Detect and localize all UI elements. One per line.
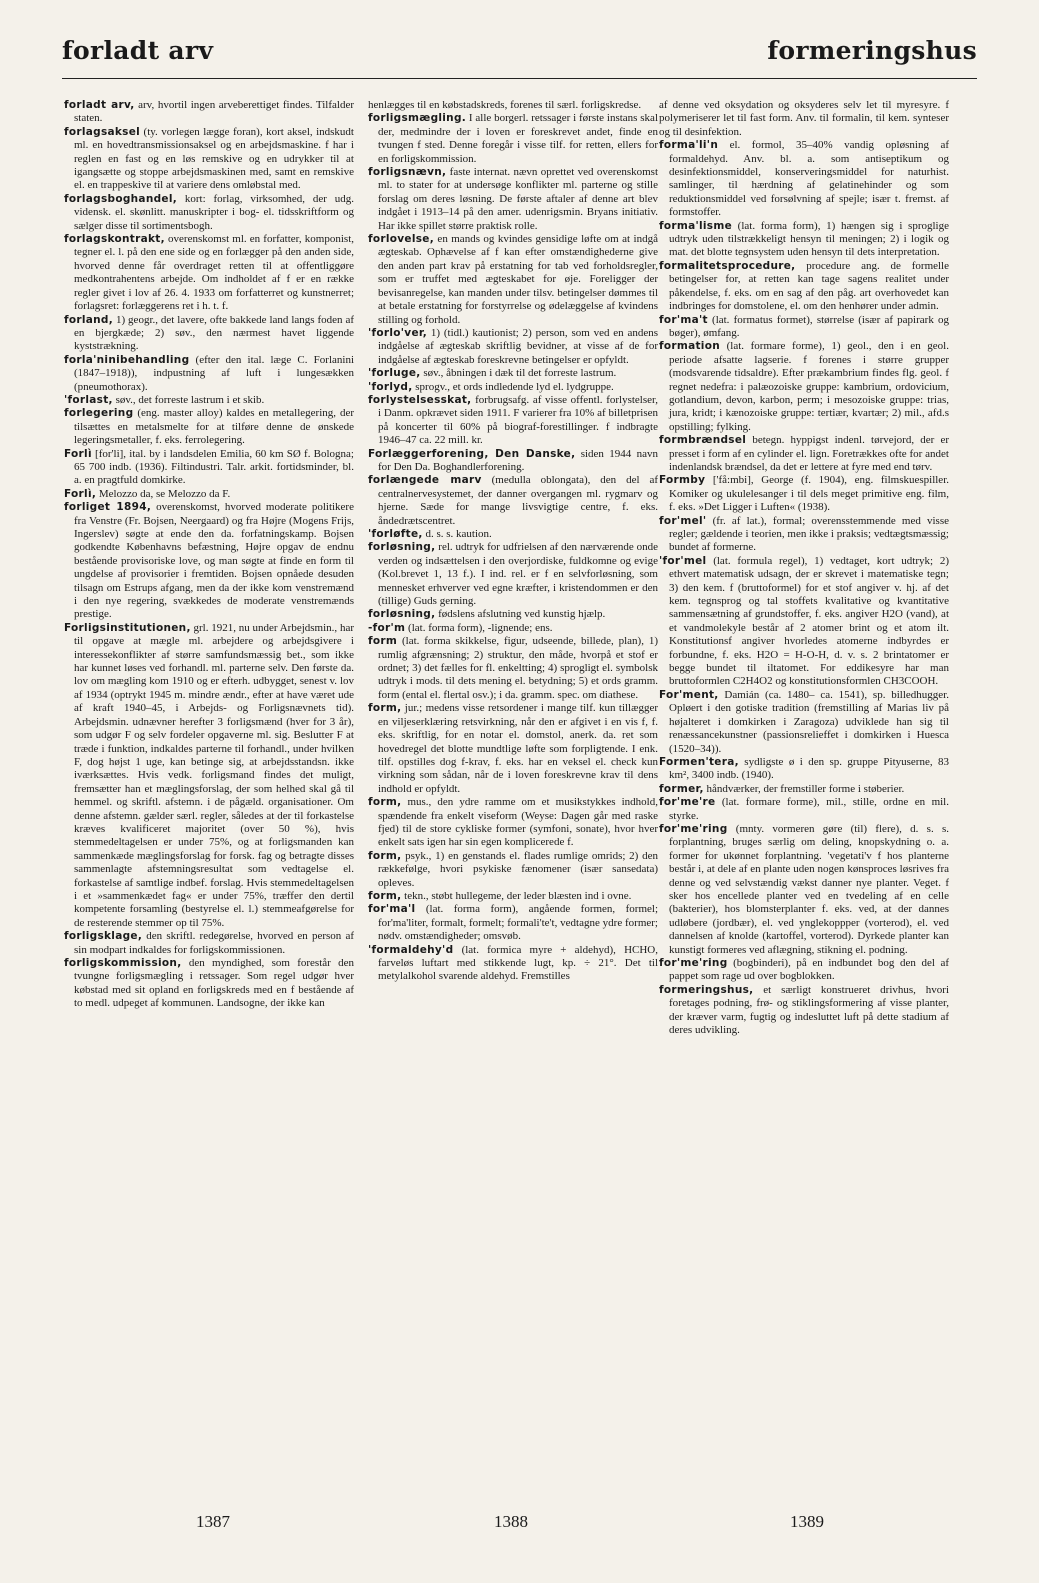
entry-definition: forbrugsafg. af visse offentl. forlystelser, i Danm. opkrævet siden 1911. F varierer fra 10% af billetprisen på koncerter til 60% på biograf-forestillinger. f indbragte 1946–47 ca. 22 mill. kr. — [378, 393, 658, 447]
entry-definition: overenskomst, hvorved moderate politikere fra Venstre (Fr. Bojsen, Neergaard) og fra Højre (Mogens Frijs, Ingerslev) søgte at ende den da. forfatningskamp. Bojsen godkendte Københavns befæstning, Højre opgav de endnu bestående provisoriske love, og man søgte at finde en form til ungdelse af provisorier i fremtiden. Bojsen opnåede desuden tilsagn om Estrups afgang, men da der ikke kom venstremænd i den nye regering, svækkedes de moderate venstremænds prestige. — [74, 501, 354, 621]
dictionary-entry — [368, 608, 658, 621]
entry-definition: et særligt konstrueret drivhus, hvori foretages podning, frø- og stiklingsformering af visse planter, der kræver varm, fugtig og indesluttet luft på dette stadium af deres udvikling. — [669, 983, 949, 1037]
entry-headword: for'mel' — [659, 514, 707, 527]
entry-headword: -for'm — [368, 621, 406, 634]
dictionary-entry — [659, 984, 949, 1038]
entry-definition: den myndighed, som forestår den tvungne forligsmægling i retssager. Som regel udgør hver købstad med sit opland en forligskreds med en f bestående af to medl. udpeget af kommunen. Landsogne, der ikke kan — [74, 957, 354, 1010]
entry-headword: forlængede marv — [368, 474, 482, 487]
entry-definition: ['få:mbi], George (f. 1904), eng. filmskuespiller. Komiker og ukulelesanger i til dels meget primitive eng. film, f. eks. »Det Ligger i Luften« (1938). — [669, 474, 949, 514]
dictionary-entry — [659, 783, 949, 796]
entry-definition: henlægges til en købstadskreds, forenes til særl. forligskredse. — [368, 99, 642, 111]
entry-headword: forladt arv, — [64, 99, 135, 111]
dictionary-entry — [368, 635, 658, 702]
entry-definition: (lat. formare forme), 1) geol., den i en geol. periode afsatte lagserie. f forenes i større grupper (modsvarende tidsaldre). Efter prækambrium findes flg. geol. f regnet nedefra: i palæozoiske gruppe: kambrium, ordovicium, gotlandium, devon, karbon, perm; i mesozoiske gruppe: trias, jura, kridt; i kænozoiske gruppe: tertiær, kvartær; 2) mil., afd.s opstilling; fylking. — [669, 340, 949, 433]
entry-headword: formeringshus, — [659, 983, 754, 996]
entry-headword: for'ma'l — [368, 903, 416, 916]
dictionary-entry — [659, 515, 949, 555]
dictionary-entry — [659, 434, 949, 474]
entry-headword: form — [368, 635, 398, 648]
entry-definition: arv, hvortil ingen arveberettiget findes. Tilfalder staten. — [74, 99, 354, 125]
dictionary-entry — [368, 394, 658, 448]
dictionary-entry — [368, 233, 658, 327]
entry-headword: Forlì, — [64, 487, 97, 500]
entry-headword: forma'lisme — [659, 219, 733, 232]
dictionary-entry — [659, 555, 949, 689]
entry-headword: form, — [368, 849, 402, 862]
dictionary-entry — [368, 474, 658, 528]
entry-definition: [for'li], ital. by i landsdelen Emilia, 60 km SØ f. Bologna; 65 700 indb. (1936). Filtindustri. Talr. arkit. fortidsminder, bl. a. en pragtfuld domkirke. — [74, 447, 354, 487]
dictionary-entry — [368, 890, 658, 903]
entry-definition: el. formol, 35–40% vandig opløsning af formaldehyd. Anv. bl. a. som antiseptikum og desinfektionsmiddel, konserveringsmiddel for naturhist. samlinger, til hærdning af gelatinehinder og som reduktionsmiddel ved forsølvning af spejle; især t. fremst. af formstoffer. — [669, 139, 949, 219]
dictionary-entry — [659, 474, 949, 514]
entry-headword: form, — [368, 889, 402, 902]
entry-definition: Melozzo da, se Melozzo da F. — [96, 487, 231, 500]
entry-definition: procedure ang. de formelle betingelser for, at retten kan tage sagens realitet under påkendelse, f. eks. om en sag af den påg. art overhovedet kan indbringes for domstolene, el. om den henhører under admin. — [669, 259, 949, 313]
dictionary-entry — [659, 756, 949, 783]
entry-definition: mus., den ydre ramme om et musikstykkes indhold, spændende fra enkelt viseform (Weyse: Dagen går med raske fjed) til de store cykliske former (symfoni, sonate), hvor hver enkelt sats igen har sin egen komplicerede f. — [378, 796, 658, 849]
entry-headword: for'me're — [659, 796, 716, 809]
dictionary-entry — [64, 126, 354, 193]
entry-headword: Formby — [659, 474, 706, 487]
entry-headword: form, — [368, 796, 402, 809]
entry-headword: 'forløfte, — [368, 528, 423, 540]
entry-headword: Forlæggerforening, Den Danske, — [368, 447, 576, 460]
dictionary-entry — [368, 850, 658, 890]
dictionary-entry — [659, 689, 949, 756]
dictionary-entry — [64, 193, 354, 233]
entry-definition: (lat. forma form), angående formen, formel; for'ma'liter, formalt, formelt; formali'te't, vedtagne ydre former; nødv. omstændigheder; omsvøb. — [378, 903, 658, 943]
column-3 — [659, 99, 949, 1494]
entry-headword: forligsnævn, — [368, 166, 447, 179]
page-number-3: 1389 — [790, 1512, 824, 1531]
dictionary-entry — [368, 166, 658, 233]
dictionary-entry — [368, 903, 658, 943]
entry-headword: 'forluge, — [368, 367, 421, 380]
entry-definition: (lat. formula regel), 1) vedtaget, kort udtryk; 2) ethvert matematisk udsagn, der er skrevet i matematiske tegn; 3) den kem. f (bruttoformel) for et stof angiver v. hj. af det kem. tegnsprog og tal stoffets kvalitative og kvantitative sammensætning af grundstoffer, f. eks. angiver H2O (vand), at et vandmolekyle består af 2 atomer brint og et atom ilt. Konstitutionsf angiver hvorledes atomerne indbyrdes er forbundne, f. eks. H2O = H-O-H, d. v. s. 2 brintatomer er begge bundet til iltatomet. For eddikesyre har man bruttoformlen C2H4O2 og konstitutionsformlen CH3COOH. — [669, 554, 949, 688]
entry-headword: 'forlo'ver, — [368, 326, 428, 339]
entry-headword: forliget 1894, — [64, 501, 152, 514]
dictionary-entry — [368, 622, 658, 635]
entry-headword: Formen'tera, — [659, 755, 739, 768]
entry-definition: sydligste ø i den sp. gruppe Pityuserne, 83 km², 3400 indb. (1940). — [669, 755, 949, 782]
entry-headword: forlystelsesskat, — [368, 393, 472, 406]
dictionary-entry — [64, 622, 354, 930]
entry-headword: 'for'mel — [659, 554, 707, 567]
entry-definition: (efter den ital. læge C. Forlanini (1847–1918)), indpustning af luft i lungesækken (pneumothorax). — [74, 353, 354, 393]
entry-headword: forligsklage, — [64, 930, 143, 943]
dictionary-entry — [64, 354, 354, 394]
entry-definition: sprogv., et ords indledende lyd el. lydgruppe. — [412, 380, 614, 393]
entry-definition: søv., det forreste lastrum i et skib. — [112, 393, 265, 406]
entry-headword: forlovelse, — [368, 233, 434, 246]
entry-definition: (ty. vorlegen lægge foran), kort aksel, indskudt ml. en hovedtransmissionsaksel og en arbejdsmaskine. f har i reglen en fast og en løs remskive og en udrykker til at igangsætte og stoppe arbejdsmaskinen med, samt en remskive el. en trappeskive til at variere dens omløbstal med. — [74, 125, 354, 192]
entry-definition: kort: forlag, virksomhed, der udg. vidensk. el. skønlitt. manuskripter i bog- el. tidsskriftform og sælger disse til sortimentsbogh. — [74, 192, 354, 232]
entry-headword: forlagskontrakt, — [64, 233, 165, 246]
column-2 — [368, 99, 658, 1494]
dictionary-entry — [64, 233, 354, 313]
entry-definition: fødslens afslutning ved kunstig hjælp. — [435, 608, 606, 621]
dictionary-entry — [368, 448, 658, 475]
entry-headword: form, — [368, 702, 402, 715]
entry-definition: den skriftl. redegørelse, hvorved en person af sin modpart indkaldes for forligskommissionen. — [74, 930, 354, 956]
entry-headword: formalitetsprocedure, — [659, 259, 796, 272]
column-1 — [64, 99, 354, 1494]
dictionary-entry — [368, 112, 658, 166]
dictionary-entry — [64, 314, 354, 354]
entry-definition: (lat. formare forme), mil., stille, ordne en mil. styrke. — [669, 796, 949, 822]
dictionary-entry — [659, 340, 949, 434]
entry-headword: forland, — [64, 313, 114, 326]
entry-headword: for'me'ring — [659, 957, 728, 969]
dictionary-entry — [659, 823, 949, 957]
running-header — [62, 36, 977, 79]
page-number-2: 1388 — [494, 1512, 528, 1531]
entry-definition: (bogbinderi), på en indbundet bog den del af pappet som rage ud over bogblokken. — [669, 957, 949, 983]
dictionary-entry — [368, 796, 658, 850]
dictionary-entry — [64, 99, 354, 126]
entry-headword: forma'li'n — [659, 139, 719, 152]
entry-definition: psyk., 1) en genstands el. flades rumlige omrids; 2) den rækkefølge, hvori psykiske fænomener (især sansedata) opleves. — [378, 849, 658, 889]
entry-headword: 'forlyd, — [368, 380, 413, 393]
entry-headword: forla'ninibehandling — [64, 353, 190, 366]
entry-headword: formation — [659, 340, 720, 353]
entry-definition: tekn., støbt hullegeme, der leder blæsten ind i ovne. — [401, 889, 632, 902]
entry-headword: formbrændsel — [659, 434, 747, 447]
entry-headword: forligsmægling. — [368, 112, 467, 125]
entry-definition: 1) (tidl.) kautionist; 2) person, som ved en andens indgåelse af ægteskab skriftlig bevidner, at visse af de for indgåelse af ægteskab foreskrevne betingelser er opfyldt. — [378, 326, 658, 366]
entry-definition: (lat. forma form), -lignende; ens. — [405, 621, 553, 634]
entry-headword: For'ment, — [659, 688, 719, 701]
dictionary-entry — [368, 702, 658, 796]
entry-definition: (lat. forma form), 1) hængen sig i sproglige udtryk uden tilstrækkeligt hensyn til meningen; 2) i logik og mat. det blotte tegnsystem uden hensyn til dets interpretation. — [669, 219, 949, 259]
entry-headword: forligskommission, — [64, 957, 182, 969]
dictionary-entry — [64, 488, 354, 501]
entry-definition: d. s. s. kaution. — [422, 528, 492, 540]
dictionary-entry — [368, 541, 658, 608]
dictionary-entry — [659, 957, 949, 984]
entry-definition: grl. 1921, nu under Arbejdsmin., har til opgave at mægle ml. arbejdere og arbejdsgivere i interessekonflikter af større samfundsmæssig bet., som ikke har kunnet løses ved forhandl. ml. parterne selv. Den første da. lov om mægling kom 1910 og er efterh. udbygget, senest v. lov af 1934 (optrykt 1945 m. mindre ændr., efter at have været ude af kraft 1940–45, i Arbejds- og Forligsnævnets tid). Arbejdsmin. udnævner herefter 3 forligsmænd (hver for 3 år), som udgør F og selv fordeler opgaverne ml. sig. Beslutter F at træde i funktion, indkaldes parterne til forhandl., under hvilken F, dog højst 1 uge, kan betinge sig, at arbejdsstandsn. ikke iværksættes. Hvis vedk. forligsmand findes det muligt, fremsætter han et mæglingsforslag, der som helhed skal gå til hemmel. og skriftl. afstemn. i de pågæld. organisationer. Om denne afstemn. gælder særl. regler, således at der til forkastelse kræves kvalificeret majoritet (over 50 %), hvis stemmedeltagelsen er under 75%, og at forligsmanden kan sammenkæde mæglingsforslag for forsk. fag og betragte disses sammenlagte afstemningsresultat som vedtagelse el. forkastelse af samtlige indbef. forslag. Hvis stemmedeltagelsen i et »sammenkædet fag« er under 75%, træffer den dertil kompetente forsamling (bestyrelse el. l.) stemmeafgørelse for de resterende stemmer op til 75%. — [74, 621, 354, 929]
entry-definition: Damián (ca. 1480– ca. 1541), sp. billedhugger. Opløert i den gotiske tradition (fremstilling af Marias liv på højalteret i domkirken i Zaragoza) udviklede han sig til renæssancekunstner (passionsrelieffet i domkirken i Huesca (1520–34)). — [669, 688, 949, 755]
entry-headword: forlegering — [64, 407, 134, 420]
entry-definition: en mands og kvindes gensidige løfte om at indgå ægteskab. Ophævelse af f kan efter omstændighederne give den anden part krav på erstatning for tab ved forholdsregler, som er truffet med ægteskabet for øje. Foreligger der bevisanregelse, kan manden under tilsv. betingelser dømmes til at betale erstatning for forstyrrelse og ødelæggelse af kvindens stilling og forhold. — [378, 233, 658, 326]
entry-headword: forløsning, — [368, 608, 436, 621]
entry-headword: for'ma't — [659, 313, 708, 326]
entry-definition: (lat. formica myre + aldehyd), HCHO, farveløs luftart med stikkende lugt, kp. ÷ 21°. Det til metylalkohol svarende aldehyd. Fremstilles — [378, 943, 658, 983]
dictionary-entry — [368, 367, 658, 380]
entry-definition: (lat. formatus formet), størrelse (især af papirark og bøger), ømfang. — [669, 313, 949, 339]
dictionary-entry — [659, 796, 949, 823]
entry-headword: for'me'ring — [659, 822, 728, 835]
entry-headword: forlagsaksel — [64, 125, 141, 138]
dictionary-entry — [659, 220, 949, 260]
entry-headword: 'forlast, — [64, 393, 113, 406]
dictionary-entry — [659, 99, 949, 139]
entry-definition: rel. udtryk for udfrielsen af den nærværende onde verden og indsættelsen i den overjordiske, fuldkomne og evige (Kol.brevet 1, 13 f.). I ind. rel. er f en selvforløsning, som mennesket erhverver ved egne kræfter, i kristendommen er den (tillige) Guds gerning. — [378, 541, 658, 608]
dictionary-entry — [368, 99, 658, 112]
dictionary-entry — [64, 957, 354, 1011]
entry-headword: Forlì — [64, 447, 92, 460]
entry-headword: 'formaldehy'd — [368, 943, 454, 956]
dictionary-entry — [368, 381, 658, 394]
dictionary-entry — [64, 407, 354, 447]
entry-headword: former, — [659, 782, 704, 795]
entry-headword: forløsning, — [368, 541, 436, 554]
entry-definition: I alle borgerl. retssager i første instans skal der, medmindre der i loven er foreskrevet andet, finde en tvungen f sted. Denne foregår i visse tilf. for retten, ellers for en forligskommission. — [378, 112, 658, 165]
dictionary-entry — [659, 139, 949, 219]
entry-definition: (eng. master alloy) kaldes en metallegering, der tilsættes en metalsmelte for at tilføre denne de ønskede legeringsmetaller, f. eks. ferrolegering. — [74, 407, 354, 447]
dictionary-entry — [659, 314, 949, 341]
entry-definition: betegn. hyppigst indenl. tørvejord, der er presset i form af en cylinder el. lign. Foretrækkes ofte for andet indenlandsk brændsel, da det er lettere at fyre med end tørv. — [669, 434, 949, 473]
dictionary-entry — [368, 528, 658, 541]
entry-definition: (fr. af lat.), formal; overensstemmende med visse regler; gældende i teorien, men ikke i praksis; vedtægtsmæssig; bundet af formerne. — [669, 514, 949, 554]
entry-definition: (medulla oblongata), den del af centralnervesystemet, der danner overgangen ml. rygmarv og hjerne. Sæde for mange livsvigtige centre, f. eks. åndedrætscentret. — [378, 474, 658, 527]
entry-headword: forlagsboghandel, — [64, 192, 178, 205]
entry-definition: 1) geogr., det lavere, ofte bakkede land langs foden af en bjergkæde; 2) søv., den nærmest havet liggende kyststrækning. — [74, 313, 354, 353]
entry-definition: faste internat. nævn oprettet ved overenskomst ml. to stater for at undersøge konflikter ml. parterne og stille forslag om deres løsning. De første aftaler af denne art blev indgået i 1913–14 på den amer. udenrigsmin. Bryans initiativ. Har ikke spillet større praktisk rolle. — [378, 166, 658, 232]
entry-definition: siden 1944 navn for Den Da. Boghandlerforening. — [378, 447, 658, 473]
entry-definition: håndværker, der fremstiller forme i støberier. — [703, 782, 905, 795]
dictionary-entry — [64, 501, 354, 622]
entry-definition: jur.; medens visse retsordener i mange tilf. kun tillægger en viljeserklæring retsvirkning, når den er afgivet i en vis f, f. eks. skriftlig, for en notar el. domstol, anerk. da. ret som hovedregel det blotte mundtlige løfte som forpligtende. I enk. tilf. opstilles dog f-krav, f. eks. har en veksel el. check kun virkning som sådan, når de i loven foreskrevne krav til dens indhold er opfyldt. — [378, 702, 658, 795]
dictionary-entry — [368, 944, 658, 984]
header-first-entry: forladt arv — [62, 36, 214, 65]
dictionary-entry — [659, 260, 949, 314]
dictionary-entry — [368, 327, 658, 367]
entry-definition: (lat. forma skikkelse, figur, udseende, billede, plan), 1) rumlig afgrænsning; 2) struktur, den måde, hvorpå et stof er ordnet; 3) det fælles for fl. enkeltting; 4) sprogligt el. symbolsk udtryk i mods. til dets mening el. betydning; 5) et ords gramm. form (ental el. flertal osv.); i da. gramm. spec. om diathese. — [378, 635, 658, 701]
header-last-entry: formeringshus — [767, 36, 977, 65]
entry-definition: søv., åbningen i dæk til det forreste lastrum. — [420, 367, 617, 380]
dictionary-entry — [64, 394, 354, 407]
entry-definition: af denne ved oksydation og oksyderes selv let til myresyre. f polymeriserer let til fast form. Anv. til formalin, til kem. synteser og til desinfektion. — [659, 99, 949, 138]
dictionary-entry — [64, 930, 354, 957]
dictionary-entry — [64, 448, 354, 488]
entry-definition: (mnty. vormeren gøre (til) flere), d. s. s. forplantning, bruges særlig om deling, knopskydning o. a. former for ukønnet forplantning. 'vegetati'v f hos planterne består i, at dele af en plante uden nogen kønsproces løsrives fra denne og ved selvstændig vækst danner nye planter. Veget. f sker hos encellede planter ved en tvedeling af en celle (bakterier), hos blomsterplanter f. eks. ved, at der dannes udløbere (jordbær), el. ved ynglekoppper (vorterod), el. ved dannelsen af knolde (kartoffel, vorterod). Dyrkede planter kan kunstigt formeres ved aflægning, stikning el. podning. — [669, 822, 949, 956]
entry-definition: overenskomst ml. en forfatter, komponist, tegner el. l. på den ene side og en forlægger på den anden side, hvorved denne får overdraget retten til at offentliggøre medkontrahentens arbejde. Om indholdet af f er en række regler givet i lov af 26. 4. 1933 om forfatterret og kunstnerret; forlagsret: forlæggerens ret i h. t. f. — [74, 233, 354, 313]
entry-headword: Forligsinstitutionen, — [64, 621, 191, 634]
page-number-1: 1387 — [196, 1512, 230, 1531]
